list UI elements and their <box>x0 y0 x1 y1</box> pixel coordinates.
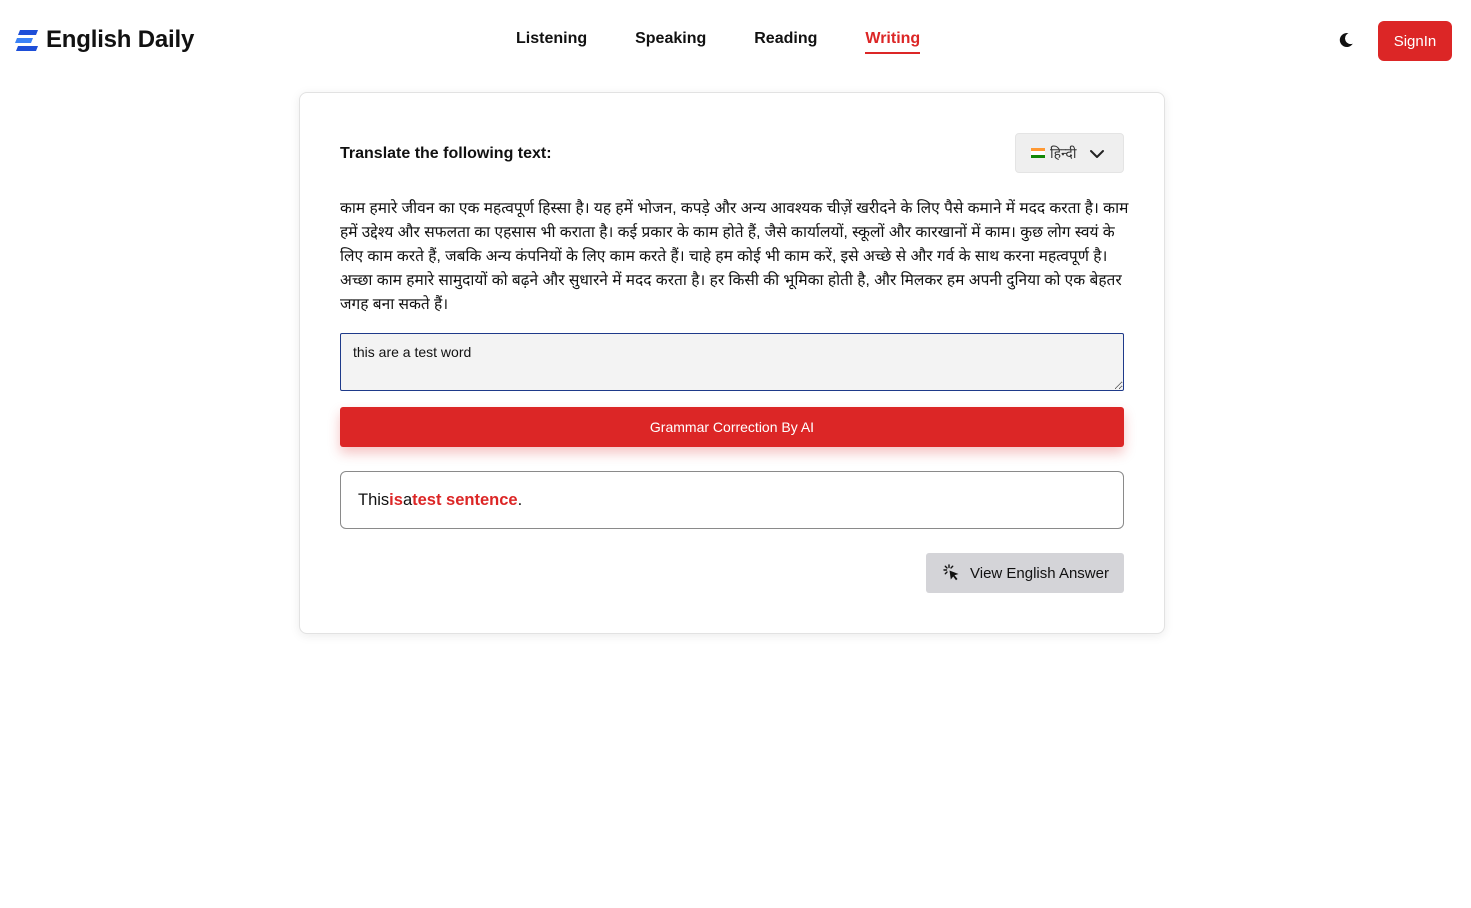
nav-speaking[interactable]: Speaking <box>635 30 707 47</box>
correction-highlight: test sentence <box>412 490 518 509</box>
correction-highlight: is <box>389 490 403 509</box>
nav-listening[interactable]: Listening <box>516 30 588 47</box>
stacked-bars-logo-icon <box>14 27 40 53</box>
nav-writing[interactable]: Writing <box>865 30 920 54</box>
main-nav <box>516 30 920 54</box>
india-flag-icon <box>1031 148 1045 158</box>
signin-button[interactable]: SignIn <box>1378 21 1452 61</box>
prompt-title: Translate the following text: <box>340 145 552 162</box>
brand-logo-link[interactable] <box>14 26 194 54</box>
chevron-down-icon <box>1089 146 1105 162</box>
correction-result <box>340 471 1124 529</box>
grammar-correction-button[interactable]: Grammar Correction By AI <box>340 407 1124 447</box>
view-english-answer-button[interactable] <box>926 553 1124 593</box>
language-select[interactable] <box>1015 133 1124 173</box>
moon-icon[interactable] <box>1336 30 1356 50</box>
source-text: काम हमारे जीवन का एक महत्वपूर्ण हिस्सा है। यह हमें भोजन, कपड़े और अन्य आवश्यक चीज़ें खरीदने के लिए पैसे कमाने में मदद करता है। काम हमें उद्देश्य और सफलता का एहसास भी कराता है। कई प्रकार के काम होते हैं, जैसे कार्यालयों, स्कूलों और कारखानों में काम। कुछ लोग स्वयं के लिए काम करते हैं, जबकि अन्य कंपनियों के लिए काम करते हैं। चाहे हम कोई भी काम करें, इसे अच्छे से और गर्व के साथ करना महत्वपूर्ण है। अच्छा काम हमारे सामुदायों को बढ़ने और सुधारने में मदद करता है। हर किसी की भूमिका होती है, और मिलकर हम अपनी दुनिया को एक बेहतर जगह बना सकते हैं। <box>340 200 1129 313</box>
writing-exercise-card <box>299 92 1165 634</box>
correction-part: This <box>358 490 390 509</box>
view-answer-label: View English Answer <box>970 564 1109 582</box>
click-pointer-icon <box>943 564 961 582</box>
brand-name: English Daily <box>46 26 195 53</box>
correction-part: a <box>402 490 413 509</box>
language-label: हिन्दी <box>1050 144 1077 161</box>
nav-reading[interactable]: Reading <box>754 30 818 47</box>
correction-part: . <box>517 490 523 509</box>
top-header <box>0 0 1471 82</box>
translation-input[interactable] <box>340 333 1124 391</box>
